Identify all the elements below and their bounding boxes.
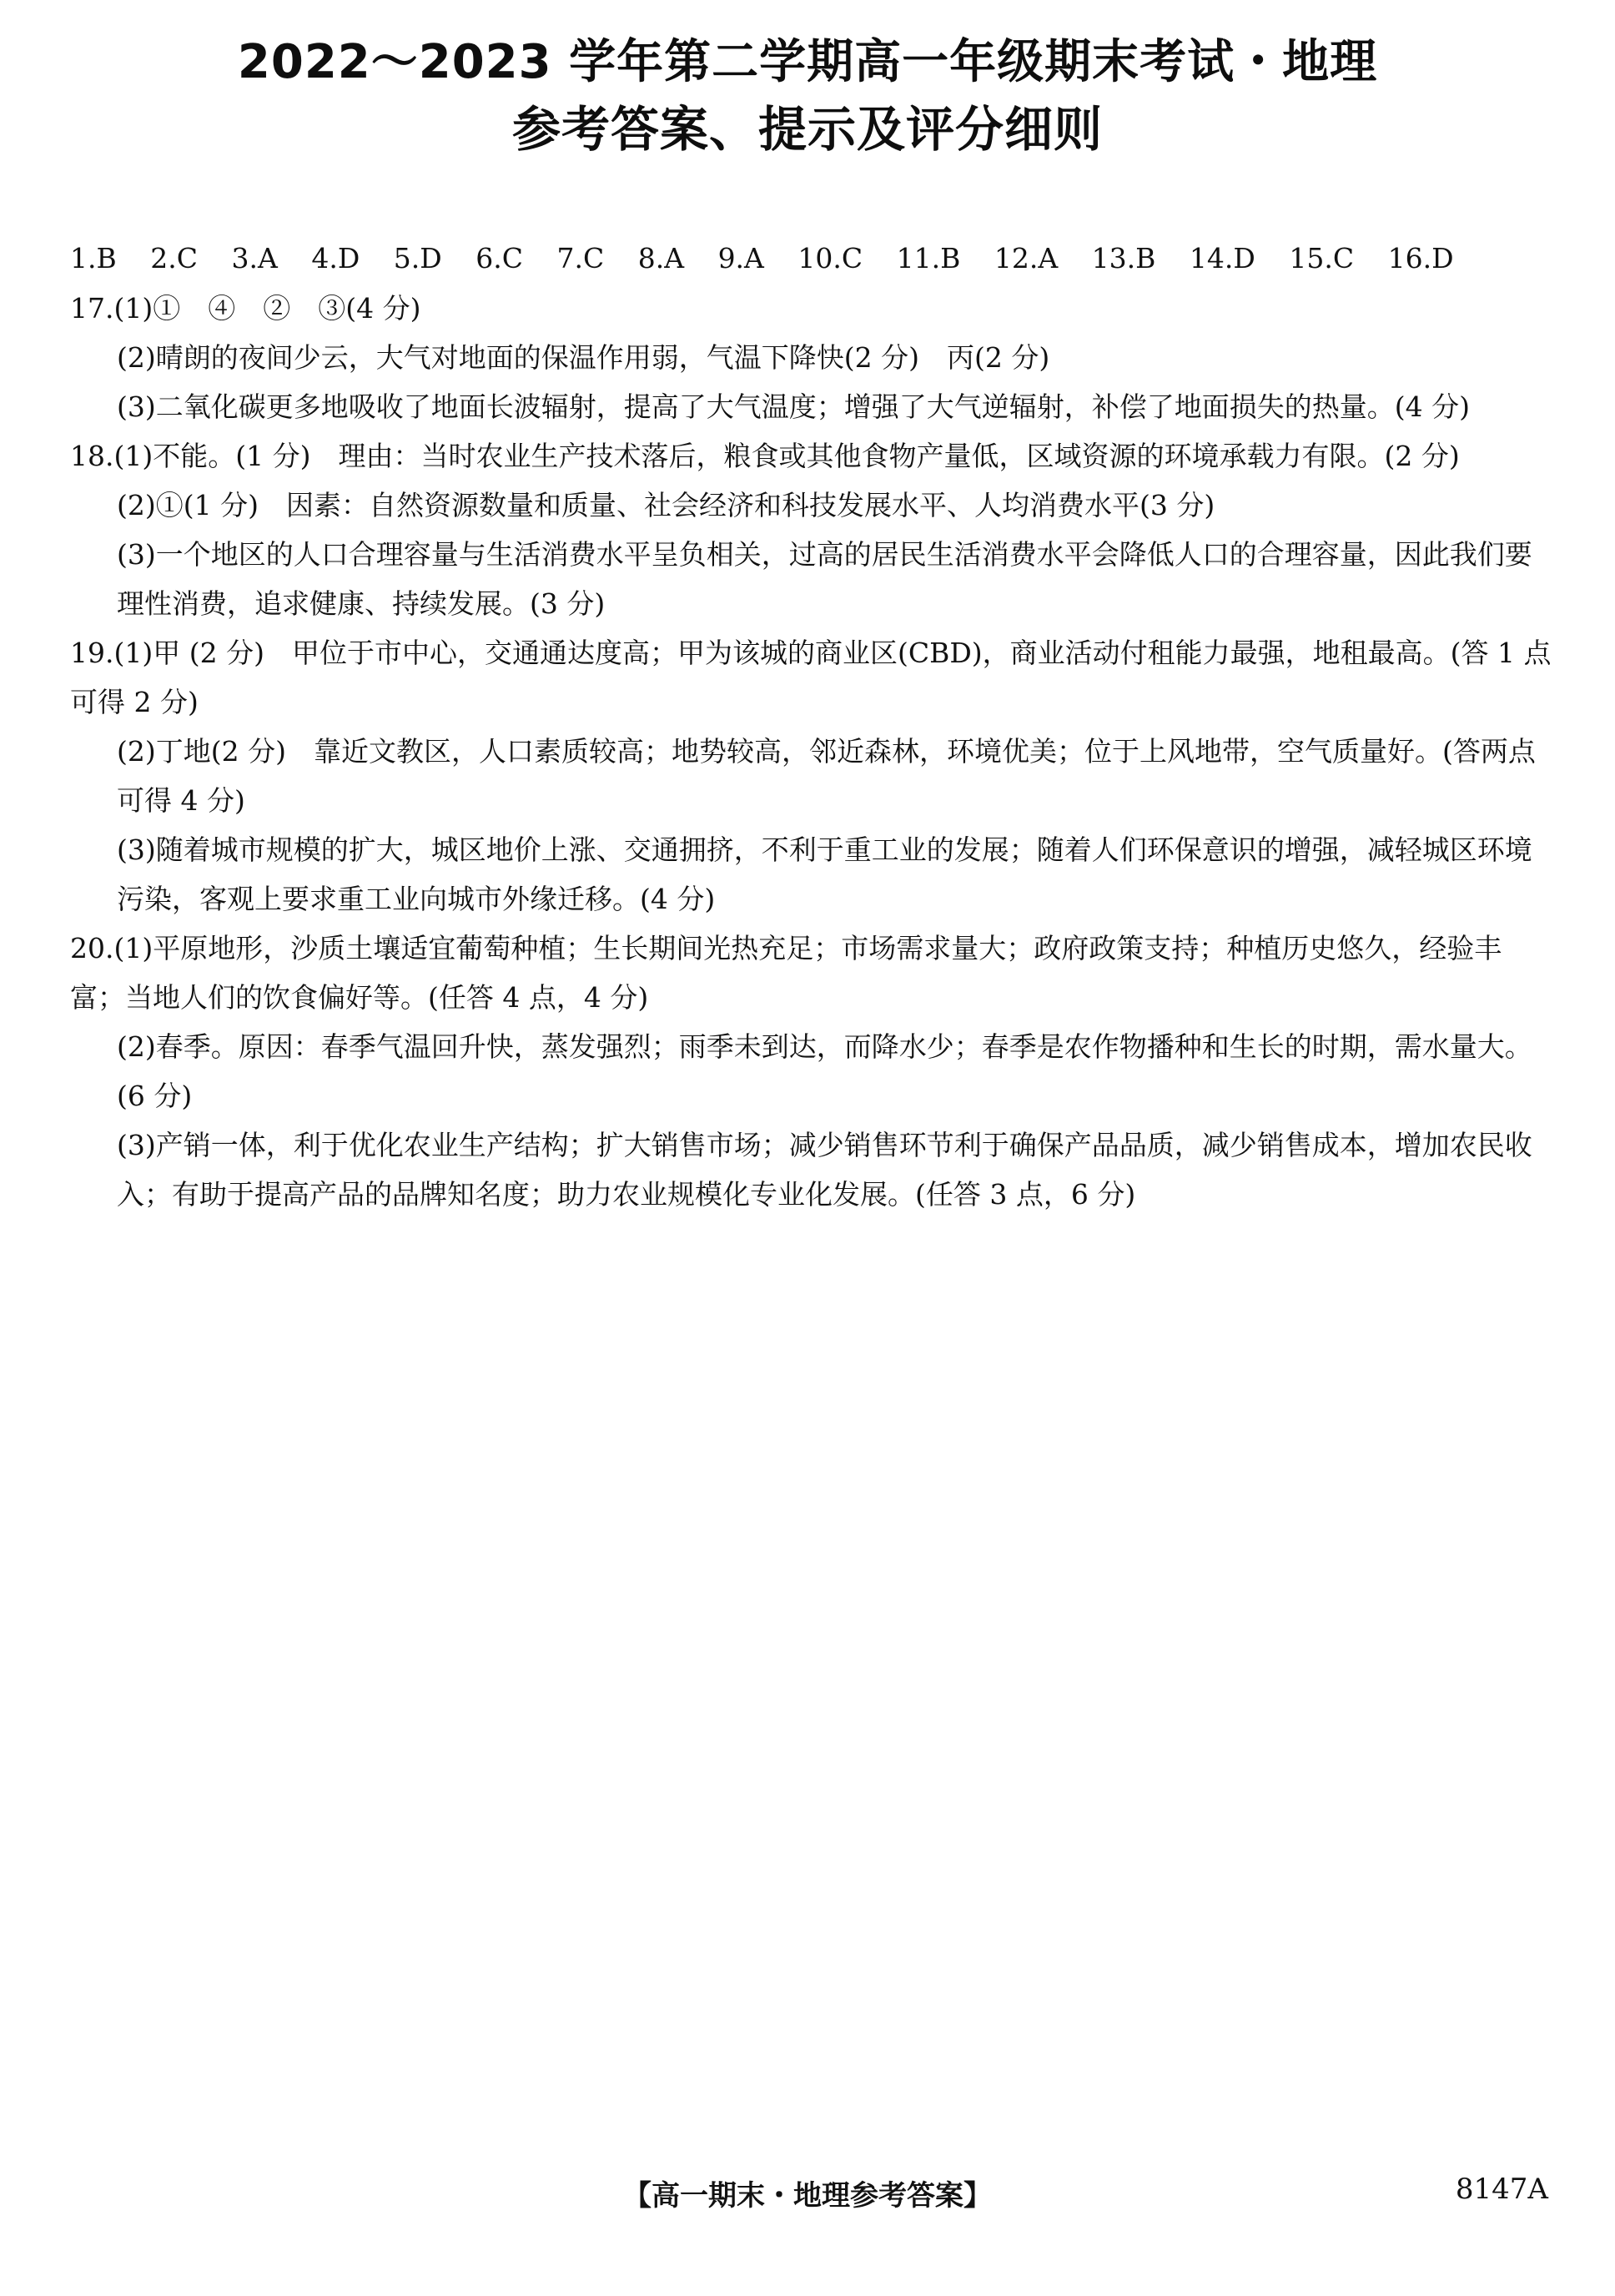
- q20-part3: (3)产销一体，利于优化农业生产结构；扩大销售市场；减少销售环节利于确保产品品质，减少销售成本，增加农民收入；有助于提高产品的品牌知名度；助力农业规模化专业化发展。(任答 3 点，6 分): [117, 1129, 1532, 1211]
- q20-part2: (2)春季。原因：春季气温回升快，蒸发强烈；雨季未到达，而降水少；春季是农作物播种和生长的时期，需水量大。(6 分): [117, 1030, 1532, 1112]
- multiple-choice-answers: [70, 237, 1555, 280]
- page-subtitle: 参考答案、提示及评分细则: [511, 101, 1103, 158]
- q19-part1: 19.(1)甲 (2 分) 甲位于市中心，交通通达度高；甲为该城的商业区(CBD)，商业活动付租能力最强，地租最高。(答 1 点可得 2 分): [70, 637, 1552, 718]
- mc-answer: 14.D: [1189, 242, 1255, 274]
- q18-part3: (3)一个地区的人口合理容量与生活消费水平呈负相关，过高的居民生活消费水平会降低人口的合理容量，因此我们要理性消费，追求健康、持续发展。(3 分): [117, 538, 1532, 620]
- question-17: [70, 284, 1555, 431]
- mc-answer: 9.A: [717, 242, 764, 274]
- question-18: [70, 431, 1555, 628]
- q19-part2: (2)丁地(2 分) 靠近文教区，人口素质较高；地势较高，邻近森林，环境优美；位于上风地带，空气质量好。(答两点可得 4 分): [117, 735, 1536, 817]
- mc-answer: 7.C: [556, 242, 605, 274]
- q19-part3: (3)随着城市规模的扩大，城区地价上涨、交通拥挤，不利于重工业的发展；随着人们环保意识的增强，减轻城区环境污染，客观上要求重工业向城市外缘迁移。(4 分): [117, 833, 1532, 915]
- mc-answer: 6.C: [475, 242, 523, 274]
- footer-code: 8147A: [1455, 2173, 1548, 2206]
- q17-part3: (3)二氧化碳更多地吸收了地面长波辐射，提高了大气温度；增强了大气逆辐射，补偿了地面损失的热量。(4 分): [117, 390, 1470, 423]
- mc-answer: 2.C: [150, 242, 198, 274]
- q20-part1: 20.(1)平原地形，沙质土壤适宜葡萄种植；生长期间光热充足；市场需求量大；政府政策支持；种植历史悠久，经验丰富；当地人们的饮食偏好等。(任答 4 点，4 分): [70, 932, 1502, 1014]
- q18-part2: (2)①(1 分) 因素：自然资源数量和质量、社会经济和科技发展水平、人均消费水平(3 分): [117, 489, 1215, 521]
- question-19: [70, 628, 1555, 924]
- q17-part1: 17.(1)① ④ ② ③(4 分): [70, 292, 421, 325]
- mc-answer: 4.D: [311, 242, 360, 274]
- mc-answer: 15.C: [1289, 242, 1355, 274]
- q17-part2: (2)晴朗的夜间少云，大气对地面的保温作用弱，气温下降快(2 分) 丙(2 分): [117, 341, 1050, 374]
- q18-part1: 18.(1)不能。(1 分) 理由：当时农业生产技术落后，粮食或其他食物产量低，区域资源的环境承载力有限。(2 分): [70, 440, 1460, 472]
- mc-answer: 13.B: [1091, 242, 1156, 274]
- mc-answer: 1.B: [70, 242, 117, 274]
- mc-answer: 10.C: [797, 242, 863, 274]
- answer-body: [70, 284, 1555, 1219]
- page-title: 2022～2023 学年第二学期高一年级期末考试・地理: [237, 35, 1378, 89]
- page-header: [0, 32, 1615, 160]
- footer-label: 【高一期末・地理参考答案】: [623, 2179, 992, 2213]
- mc-answer: 8.A: [637, 242, 685, 274]
- mc-answer: 5.D: [393, 242, 442, 274]
- mc-answer: 3.A: [231, 242, 278, 274]
- mc-answer: 11.B: [896, 242, 961, 274]
- mc-answer: 16.D: [1387, 242, 1454, 274]
- question-20: [70, 924, 1555, 1219]
- mc-answer: 12.A: [994, 242, 1059, 274]
